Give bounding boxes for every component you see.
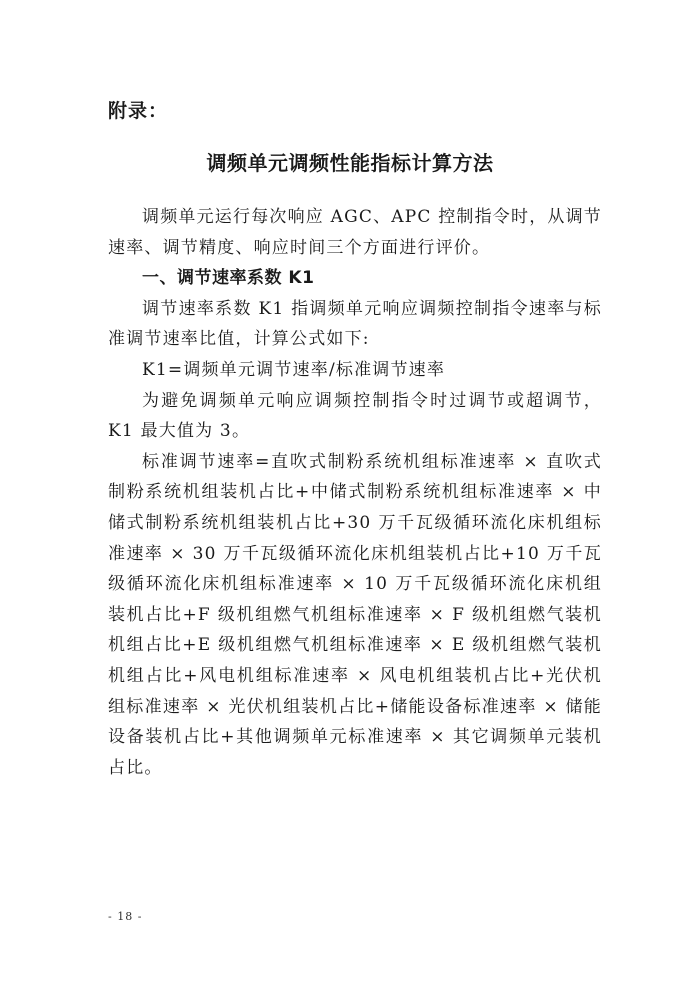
k1-max-paragraph: 为避免调频单元响应调频控制指令时过调节或超调节，K1 最大值为 3。 (108, 390, 602, 442)
page-number: - 18 - (108, 910, 143, 923)
appendix-label: 附录： (108, 100, 169, 122)
section-heading-k1: 一、调节速率系数 K1 (142, 268, 315, 289)
document-body (108, 202, 602, 783)
intro-paragraph: 调频单元运行每次响应 AGC、APC 控制指令时，从调节速率、调节精度、响应时间三个方面进行评价。 (108, 207, 602, 258)
k1-formula: K1=调频单元调节速率/标准调节速率 (142, 359, 446, 380)
k1-definition-paragraph: 调节速率系数 K1 指调频单元响应调频控制指令速率与标准调节速率比值，计算公式如下: (108, 298, 602, 350)
document-title: 调频单元调频性能指标计算方法 (206, 151, 494, 175)
standard-rate-paragraph: 标准调节速率=直吹式制粉系统机组标准速率 × 直吹式制粉系统机组装机占比+中储式制粉系统机组标准速率 × 中储式制粉系统机组装机占比+30 万千瓦级循环流化床机组标准速率 × 30 万千瓦级循环流化床机组装机占比+10 万千瓦级循环流化床机组标准速率 × 10 万千瓦级循环流化床机组装机占比+F 级机组燃气机组标准速率 × F 级机组燃气装机机组占比+E 级机组燃气机组标准速率 × E 级机组燃气装机机组占比+风电机组标准速率 × 风电机组装机占比+光伏机组标准速率 × 光伏机组装机占比+储能设备标准速率 × 储能设备装机占比+其他调频单元标准速率 × 其它调频单元装机占比。 (108, 451, 602, 778)
